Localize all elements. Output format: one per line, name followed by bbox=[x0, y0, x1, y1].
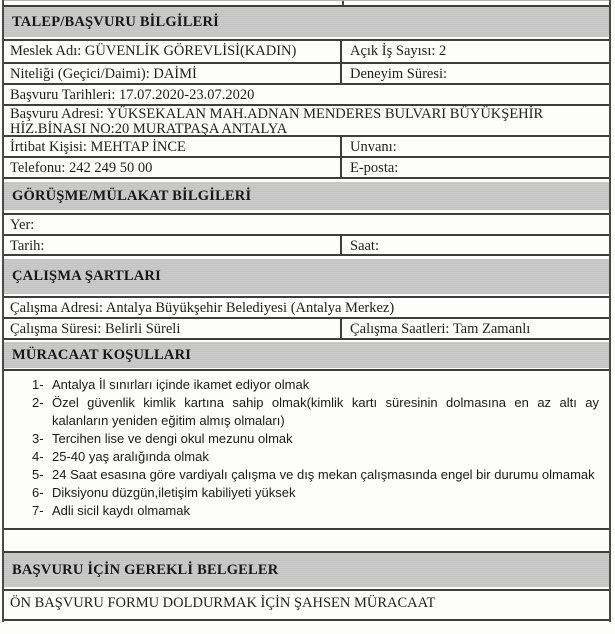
field-deneyim-suresi: Deneyim Süresi: bbox=[350, 66, 448, 82]
row-gerekli-belgeler bbox=[4, 589, 609, 621]
section-title: BAŞVURU İÇİN GEREKLİ BELGELER bbox=[12, 561, 279, 578]
requirement-item bbox=[32, 394, 601, 429]
requirement-item bbox=[32, 430, 601, 448]
field-calisma-suresi: Çalışma Süresi: Belirli Süreli bbox=[4, 319, 342, 338]
row-calisma-suresi-saatleri bbox=[4, 317, 609, 340]
row-irtibat-unvani bbox=[4, 135, 609, 156]
item-number: 5- bbox=[32, 466, 44, 482]
section-title: GÖRÜŞME/MÜLAKAT BİLGİLERİ bbox=[12, 187, 252, 204]
field-calisma-saatleri: Çalışma Saatleri: Tam Zamanlı bbox=[350, 321, 531, 337]
item-text: Özel güvenlik kimlik kartına sahip olmak(kimlik kartı süresinin dolmasına en az altı ay kalanların yeniden eğitim almış olmaları) bbox=[52, 395, 599, 428]
field-basvuru-adresi: Başvuru Adresi: YÜKSEKALAN MAH.ADNAN MENDERES BULVARI BÜYÜKŞEHİR HİZ.BİNASI NO:20 MURATPAŞA ANTALYA bbox=[10, 106, 544, 135]
item-number: 1- bbox=[32, 377, 44, 392]
item-text: Tercihen lise ve dengi okul mezunu olmak bbox=[52, 430, 293, 446]
field-irtibat-kisisi: İrtibat Kişisi: MEHTAP İNCE bbox=[4, 137, 342, 156]
field-acik-is-sayisi: Açık İş Sayısı: 2 bbox=[350, 43, 447, 59]
section-header-talep-basvuru bbox=[4, 7, 609, 37]
requirement-item bbox=[32, 448, 601, 466]
requirement-item bbox=[32, 376, 601, 394]
item-text: 25-40 yaş aralığında olmak bbox=[52, 448, 209, 464]
row-calisma-adresi bbox=[4, 296, 609, 317]
field-calisma-adresi: Çalışma Adresi: Antalya Büyükşehir Belediyesi (Antalya Merkez) bbox=[10, 300, 395, 316]
section-title: ÇALIŞMA ŞARTLARI bbox=[12, 268, 161, 284]
section-header-gerekli-belgeler bbox=[4, 553, 609, 587]
section-title: TALEP/BAŞVURU BİLGİLERİ bbox=[12, 13, 219, 30]
row-tarih-saat bbox=[4, 234, 609, 256]
field-tarih: Tarih: bbox=[4, 236, 342, 254]
row-yer bbox=[4, 213, 609, 234]
item-text: Antalya İl sınırları içinde ikamet ediyor olmak bbox=[52, 377, 310, 392]
empty-row bbox=[4, 530, 609, 553]
field-telefonu: Telefonu: 242 249 50 00 bbox=[4, 158, 342, 177]
item-number: 7- bbox=[32, 502, 44, 518]
row-niteligi-deneyim bbox=[4, 62, 609, 83]
field-saat: Saat: bbox=[350, 238, 379, 254]
item-text: Adli sicil kaydı olmamak bbox=[52, 502, 190, 518]
row-telefon-eposta bbox=[4, 156, 609, 179]
item-text: Diksiyonu düzgün,iletişim kabiliyeti yüksek bbox=[52, 484, 296, 500]
cropped-top-row bbox=[4, 0, 609, 7]
row-meslek-acikis bbox=[4, 39, 609, 62]
field-niteligi: Niteliği (Geçici/Daimi): DAİMİ bbox=[4, 64, 342, 83]
row-basvuru-tarihleri bbox=[4, 83, 609, 104]
section-title: MÜRACAAT KOŞULLARI bbox=[12, 346, 192, 363]
field-yer: Yer: bbox=[10, 217, 35, 233]
requirement-item bbox=[32, 466, 601, 484]
item-text: 24 Saat esasına göre vardiyalı çalışma ve dış mekan çalışmasında engel bir durumu olmamak bbox=[52, 466, 595, 482]
form-table bbox=[2, 0, 611, 622]
section-header-gorusme-mulakat bbox=[4, 182, 609, 210]
section-header-calisma-sartlari bbox=[4, 259, 609, 294]
item-number: 4- bbox=[32, 448, 44, 464]
field-unvani: Unvanı: bbox=[350, 139, 397, 155]
item-number: 2- bbox=[32, 395, 44, 410]
field-meslek-adi: Meslek Adı: GÜVENLİK GÖREVLİSİ(KADIN) bbox=[4, 41, 342, 62]
requirements-list bbox=[4, 369, 609, 530]
row-basvuru-adresi bbox=[4, 104, 609, 135]
requirement-item bbox=[32, 484, 601, 502]
field-eposta: E-posta: bbox=[350, 160, 399, 176]
column-divider bbox=[342, 1, 344, 5]
field-basvuru-tarihleri: Başvuru Tarihleri: 17.07.2020-23.07.2020 bbox=[10, 87, 255, 103]
item-number: 6- bbox=[32, 484, 44, 500]
item-number: 3- bbox=[32, 430, 44, 446]
field-belgeler: ÖN BAŞVURU FORMU DOLDURMAK İÇİN ŞAHSEN MÜRACAAT bbox=[10, 595, 436, 611]
section-header-muracaat-kosullari bbox=[4, 342, 609, 368]
requirement-item bbox=[32, 502, 601, 520]
